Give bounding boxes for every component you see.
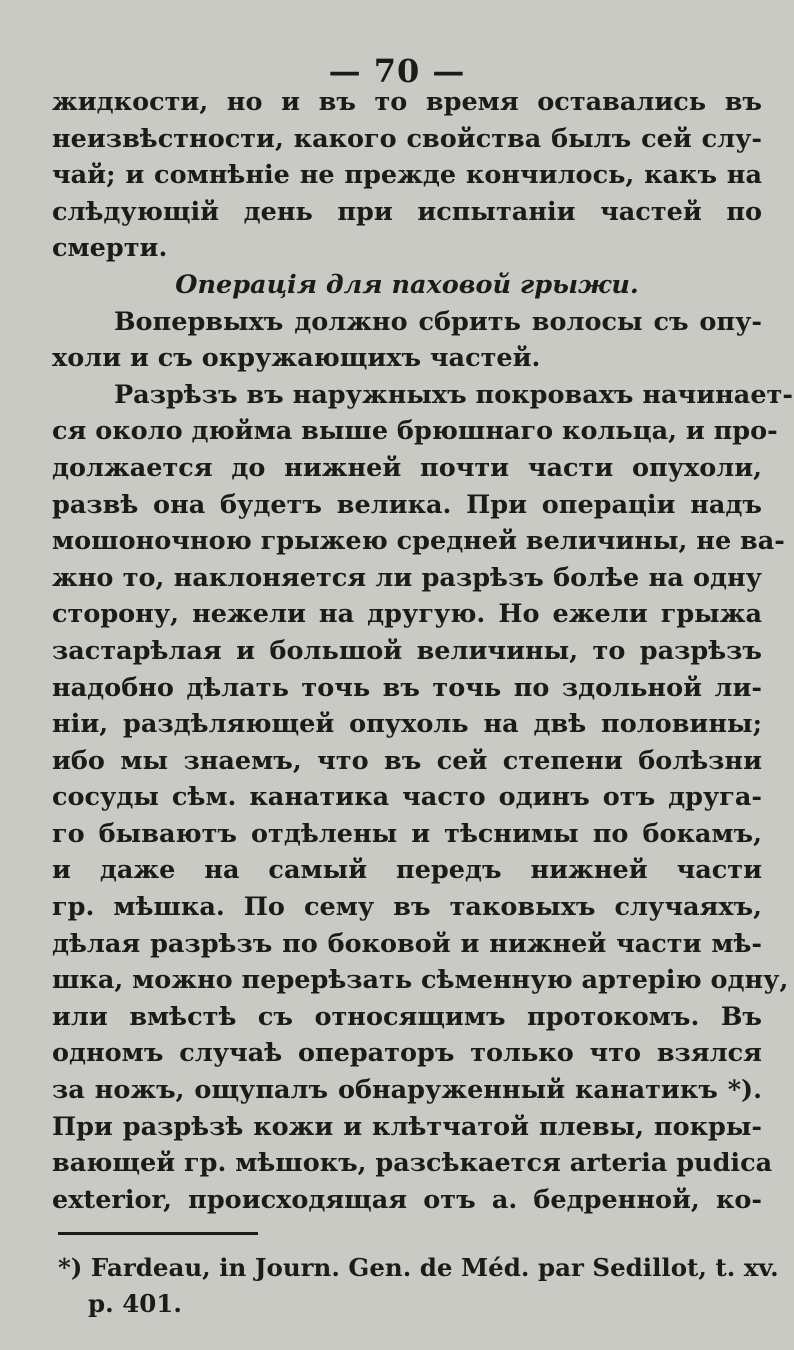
footnote-divider [58, 1232, 258, 1235]
text-line: го бываютъ отдѣлены и тѣснимы по бокамъ, [52, 818, 762, 849]
text-line: или вмѣстѣ съ относящимъ протокомъ. Въ [52, 1001, 762, 1032]
text-line: дѣлая разрѣзъ по боковой и нижней части мѣ- [52, 928, 762, 959]
footnote-line: p. 401. [88, 1289, 182, 1318]
text-line: надобно дѣлать точь въ точь по здольной ли- [52, 672, 762, 703]
text-line: должается до нижней почти части опухоли, [52, 452, 762, 483]
footnote-line: *) Fardeau, in Journ. Gen. de Méd. par Sedillot, t. xv. [58, 1253, 779, 1282]
text-line: мошоночною грыжею средней величины, не ва- [52, 526, 785, 557]
text-line: ніи, раздѣляющей опухоль на двѣ половины; [52, 709, 762, 740]
text-line: exterior, происходящая отъ а. бедренной, ко- [52, 1184, 762, 1215]
text-line: неизвѣстности, какого свойства былъ сей слу- [52, 123, 762, 154]
text-line: смерти. [52, 233, 168, 264]
text-line: сосуды сѣм. канатика часто одинъ отъ друга- [52, 782, 762, 813]
text-line: слѣдующій день при испытаніи частей по [52, 196, 762, 227]
text-line: шка, можно перерѣзать сѣменную артерію одну, [52, 965, 789, 996]
text-line: жно то, наклоняется ли разрѣзъ болѣе на одну [52, 562, 762, 593]
text-line: При разрѣзѣ кожи и клѣтчатой плевы, покры- [52, 1111, 762, 1142]
text-line: гр. мѣшка. По сему въ таковыхъ случаяхъ, [52, 892, 762, 923]
text-line: вающей гр. мѣшокъ, разсѣкается arteria pudica [52, 1148, 773, 1179]
text-line: и даже на самый передъ нижней части [52, 855, 762, 886]
text-line: Вопервыхъ должно сбрить волосы съ опу- [114, 306, 762, 337]
footnote [58, 1250, 778, 1322]
body-text [52, 84, 793, 1218]
text-line: одномъ случаѣ операторъ только что взялся [52, 1038, 762, 1069]
text-line: холи и съ окружающихъ частей. [52, 343, 541, 374]
text-line: чай; и сомнѣніе не прежде кончилось, какъ на [52, 160, 762, 191]
page-number: — 70 — [328, 52, 466, 90]
text-line: Разрѣзъ въ наружныхъ покровахъ начинает- [114, 379, 793, 410]
text-line: застарѣлая и большой величины, то разрѣзъ [52, 635, 762, 666]
text-line: за ножъ, ощупалъ обнаруженный канатикъ *). [52, 1075, 762, 1106]
text-line: ся около дюйма выше брюшнаго кольца, и про- [52, 416, 778, 447]
text-line: развѣ она будетъ велика. При операціи надъ [52, 489, 762, 520]
text-line: сторону, нежели на другую. Но ежели грыжа [52, 599, 762, 630]
text-line: ибо мы знаемъ, что въ сей степени болѣзни [52, 745, 762, 776]
text-line: жидкости, но и въ то время оставались въ [52, 87, 762, 117]
text-line: Операція для паховой грыжи. [175, 269, 639, 300]
